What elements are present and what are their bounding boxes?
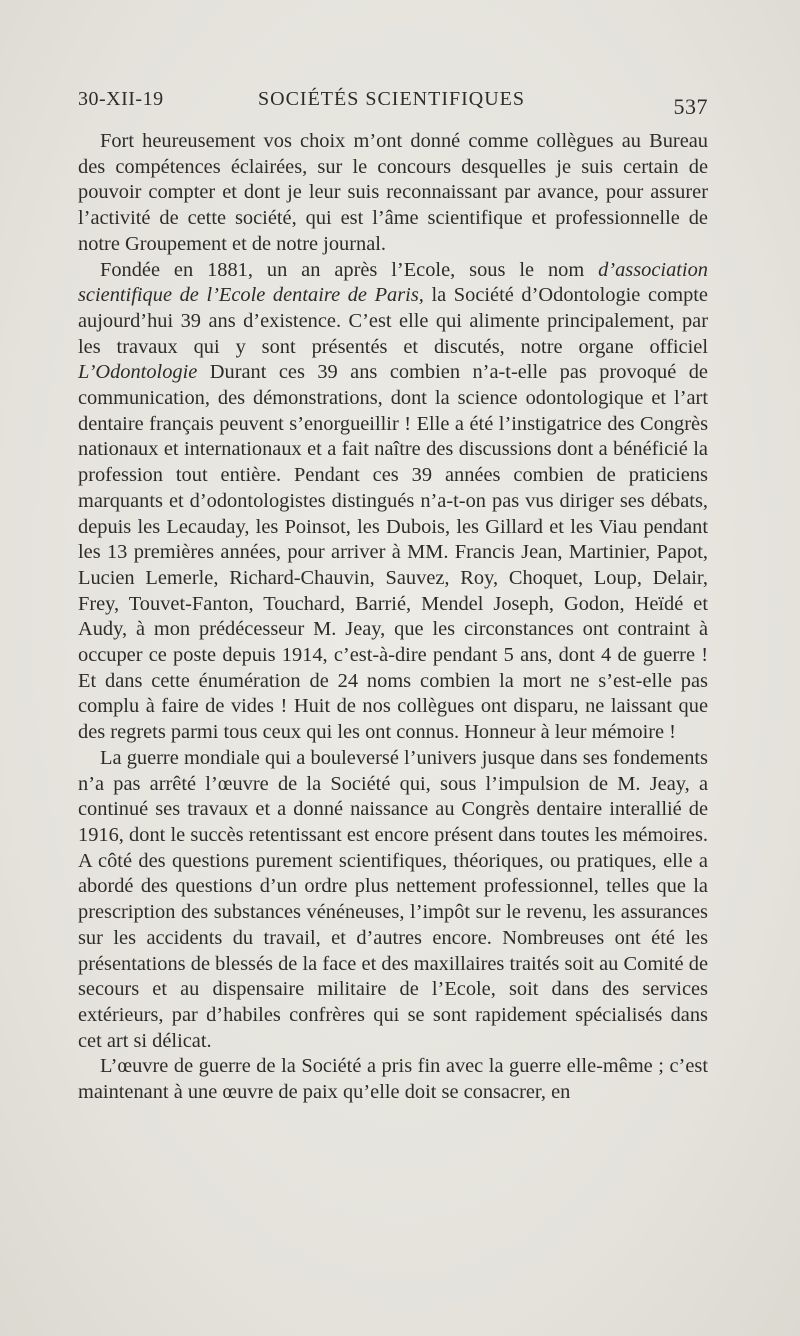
header-title: SOCIÉTÉS SCIENTIFIQUES bbox=[258, 88, 526, 110]
header-date: 30-XII-19 bbox=[78, 88, 164, 110]
running-header bbox=[78, 88, 708, 118]
paragraph-2-italic-2: L’Odontologie bbox=[78, 361, 198, 384]
paragraph-2-part-a: Fondée en 1881, un an après l’Ecole, sous le nom bbox=[100, 258, 599, 281]
paragraph-3: La guerre mondiale qui a bouleversé l’univers jusque dans ses fondements n’a pas arrêté l’œuvre de la Société qui, sous l’impulsion de M. Jeay, a continué ses travaux et a donné naissance au Congrès dentaire interallié de 1916, dont le succès retentissant est encore présent dans toutes les mémoires. A côté des questions purement scientifiques, théoriques, ou pratiques, elle a abordé des questions d’un ordre plus nettement professionnel, telles que la prescription des substances vénéneuses, l’impôt sur le revenu, les assurances sur les accidents du travail, et d’autres encore. Nombreuses ont été les présentations de blessés de la face et des maxillaires traités soit au Comité de secours et au dispensaire militaire de l’Ecole, soit dans des services extérieurs, par d’habiles confrères qui se sont rapidement spécialisés dans cet art si délicat. bbox=[78, 746, 708, 1052]
paragraph-4: L’œuvre de guerre de la Société a pris fin avec la guerre elle-même ; c’est maintenant à une œuvre de paix qu’elle doit se consacrer, en bbox=[78, 1055, 708, 1104]
paragraph-2 bbox=[78, 258, 708, 746]
body-text bbox=[78, 129, 708, 1106]
paragraph-2-italic-1: d’association scientifique de l’Ecole dentaire de Paris, bbox=[78, 258, 708, 307]
paragraph-1: Fort heureusement vos choix m’ont donné comme collègues au Bureau des compétences éclairées, sur le concours desquelles je suis certain de pouvoir compter et dont je leur suis reconnaissant par avance, pour assurer l’activité de cette société, qui est l’âme scientifique et professionnelle de notre Groupement et de notre journal. bbox=[78, 130, 708, 255]
paragraph-2-part-b: la Société d’Odontologie compte aujourd’hui 39 ans d’existence. C’est elle qui alimente principalement, par les travaux qui y sont présentés et discutés, notre organe officiel bbox=[78, 284, 708, 358]
page-number: 537 bbox=[673, 94, 708, 119]
paragraph-2-part-c: Durant ces 39 ans combien n’a-t-elle pas provoqué de communication, des démonstrations, dont la science odontologique et l’art dentaire français peuvent s’enorgueillir ! Elle a été l’instigatrice des Congrès nationaux et internationaux et a fait naître des discussions dont a bénéficié la profession tout entière. Pendant ces 39 années combien de praticiens marquants et d’odontologistes distingués n’a-t-on pas vus diriger ses débats, depuis les Lecauday, les Poinsot, les Dubois, les Gillard et les Viau pendant les 13 premières années, pour arriver à MM. Francis Jean, Martinier, Papot, Lucien Lemerle, Richard-Chauvin, Sauvez, Roy, Choquet, Loup, Delair, Frey, Touvet-Fanton, Touchard, Barrié, Mendel Joseph, Godon, Heïdé et Audy, à mon prédécesseur M. Jeay, que les circonstances ont contraint à occuper ce poste depuis 1914, c’est-à-dire pendant 5 ans, dont 4 de guerre ! Et dans cette énumération de 24 noms combien la mort ne s’est-elle pas complu à faire de vides ! Huit de nos collègues ont disparu, ne laissant que des regrets parmi tous ceux qui les ont connus. Honneur à leur mémoire ! bbox=[78, 361, 708, 744]
